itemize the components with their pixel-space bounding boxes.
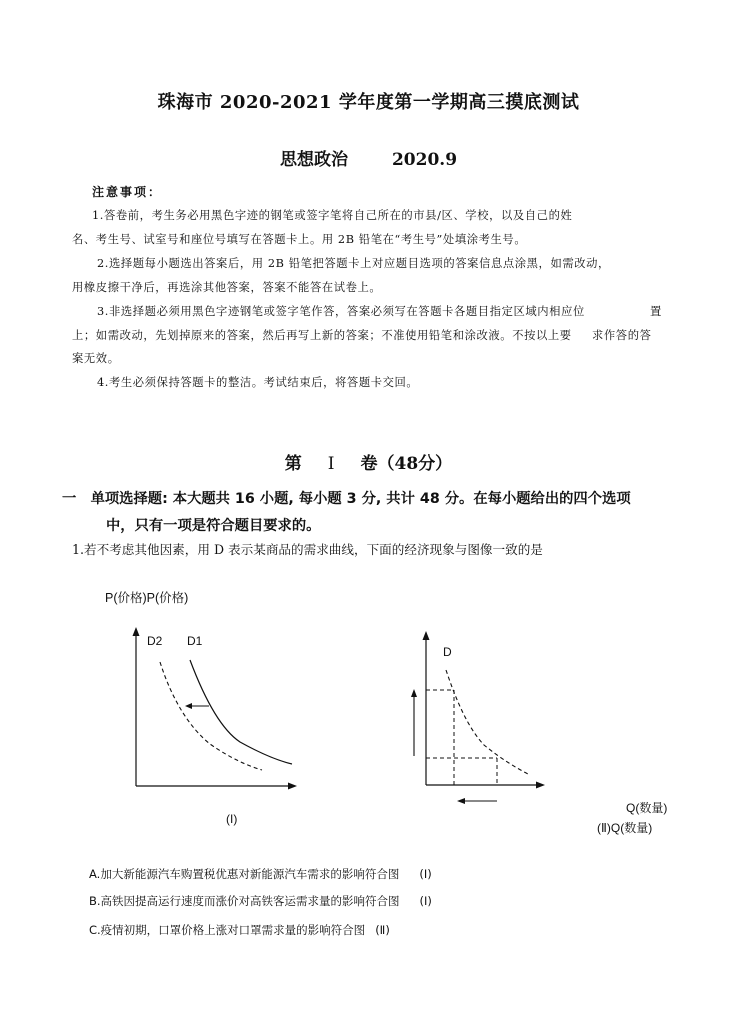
curve-label-d: D	[443, 645, 452, 659]
subject-line	[0, 145, 737, 170]
notice-line: 2.选择题每小题选出答案后，用 2B 铅笔把答题卡上对应题目选项的答案信息点涂黑，如需改动，	[97, 257, 610, 270]
notice-heading: 注意事项：	[92, 185, 163, 199]
option-b-text: B.高铁因提高运行速度而涨价对高铁客运需求量的影响符合图	[89, 894, 400, 908]
option-a-graph: (I)	[419, 867, 432, 881]
option-a-text: A.加大新能源汽车购置税优惠对新能源汽车需求的影响符合图	[89, 867, 400, 881]
graph2-x-arrow	[536, 782, 545, 789]
subject-name: 思想政治	[279, 150, 348, 170]
option-c-graph: (Ⅱ)	[375, 923, 390, 937]
quantity-axis-label: Q(数量)	[626, 801, 668, 815]
curve-label-d1: D1	[187, 634, 203, 648]
option-c	[89, 922, 390, 938]
graph1-caption: (I)	[226, 812, 238, 826]
curve-label-d2: D2	[147, 634, 163, 648]
notice-line: 上；如需改动，先划掉原来的答案，然后再写上新的答案；不准使用铅笔和涂改液。不按以上要	[72, 329, 572, 342]
exam-title: 珠海市 2020-2021 学年度第一学期高三摸底测试	[157, 92, 580, 113]
option-b	[89, 893, 432, 909]
notice-line: 3.非选择题必须用黑色字迹钢笔或签字笔作答，答案必须写在答题卡各题目指定区域内相应位	[97, 305, 585, 318]
graph2-price-up-arrowhead	[411, 689, 417, 697]
option-c-text: C.疫情初期，口罩价格上涨对口罩需求量的影响符合图	[89, 923, 366, 937]
price-axis-label: P(价格)P(价格)	[105, 591, 189, 605]
part-one-instruction-cont: 中，只有一项是符合题目要求的。	[106, 518, 321, 534]
graph2-qty-left-arrowhead	[457, 798, 465, 804]
option-b-graph: (I)	[419, 894, 432, 908]
notice-line: 4.考生必须保持答题卡的整洁。考试结束后，将答题卡交回。	[97, 376, 419, 389]
notice-line: 用橡皮擦干净后，再选涂其他答案，答案不能答在试卷上。	[72, 281, 382, 294]
section-label-score: 卷（48分）	[360, 454, 453, 474]
notice-line: 名、考生号、试室号和座位号填写在答题卡上。用 2B 铅笔在“考生号”处填涂考生号。	[72, 233, 527, 246]
graph1-curve-d2	[160, 662, 262, 770]
exam-date: 2020.9	[391, 150, 458, 170]
part-one-instruction: 一 单项选择题: 本大题共 16 小题, 每小题 3 分, 共计 48 分。在每小题给出的四个选项	[62, 491, 631, 507]
graph2-demand-curve	[446, 670, 530, 775]
graph1-y-arrow	[133, 627, 140, 636]
question-stem: 1.若不考虑其他因素，用 D 表示某商品的需求曲线，下面的经济现象与图像一致的是	[72, 542, 543, 557]
graph1-x-arrow	[288, 783, 297, 790]
notice-line: 案无效。	[72, 352, 120, 365]
graph1-curve-d1	[190, 660, 292, 764]
graph2-caption: (Ⅱ)Q(数量)	[597, 821, 653, 835]
section-label-roman: I	[327, 454, 335, 474]
notice-line: 置	[650, 305, 662, 318]
graph2-y-arrow	[423, 631, 430, 640]
option-a	[89, 866, 432, 882]
notice-line: 求作答的答	[592, 329, 652, 342]
section-label-di: 第	[284, 454, 302, 474]
section-title	[0, 449, 737, 474]
graph1-shift-arrowhead	[185, 703, 192, 709]
notice-line: 1.答卷前，考生务必用黑色字迹的钢笔或签字笔将自己所在的市县/区、学校，以及自己的姓	[92, 209, 573, 222]
